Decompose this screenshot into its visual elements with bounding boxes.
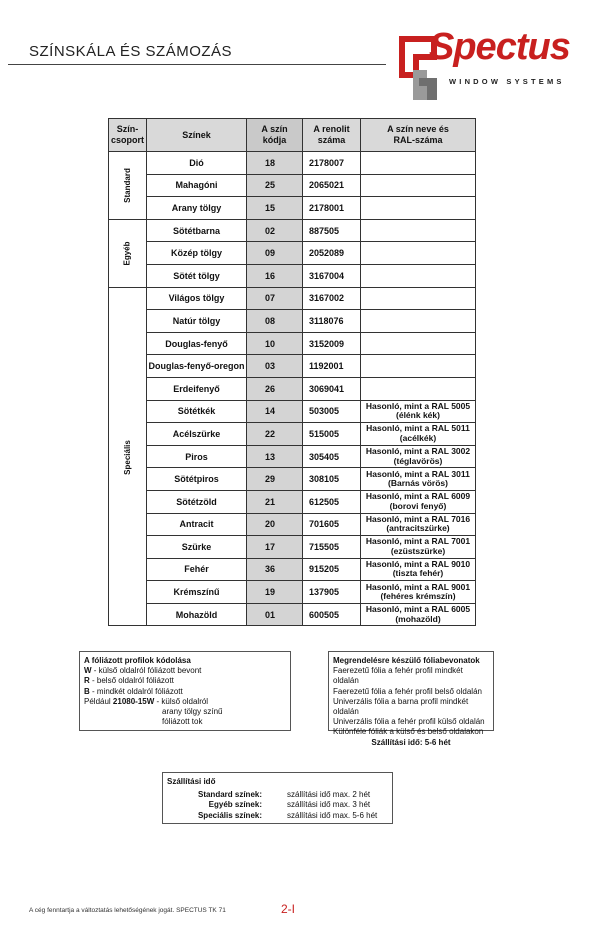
color-code-cell: 18 (247, 152, 303, 175)
order-line: Különféle fóliák a külső és belső oldalakon (333, 727, 484, 737)
ral-cell (361, 310, 476, 333)
color-name-cell: Mohazöld (147, 603, 247, 626)
group-egyeb: Egyéb (109, 219, 147, 287)
color-code-cell: 19 (247, 581, 303, 604)
table-row (109, 377, 476, 400)
color-name-cell: Szürke (147, 536, 247, 559)
page-title: SZÍNSKÁLA ÉS SZÁMOZÁS (29, 43, 233, 60)
header-name: Színek (147, 119, 247, 152)
ral-cell: Hasonló, mint a RAL 9010 (tiszta fehér) (361, 558, 476, 581)
table-row (109, 355, 476, 378)
ral-cell: Hasonló, mint a RAL 3011 (Barnás vörös) (361, 468, 476, 491)
color-name-cell: Arany tölgy (147, 197, 247, 220)
order-films-box (328, 651, 494, 747)
ral-cell: Hasonló, mint a RAL 6005 (mohazöld) (361, 603, 476, 626)
table-row (109, 310, 476, 333)
ral-cell: Hasonló, mint a RAL 5005 (élénk kék) (361, 400, 476, 423)
color-name-cell: Közép tölgy (147, 242, 247, 265)
coding-b-line: B - mindkét oldalról fóliázott (84, 686, 183, 696)
renolit-number-cell: 3118076 (303, 310, 361, 333)
order-title: Megrendelésre készülő fóliabevonatok (333, 656, 480, 665)
renolit-number-cell: 137905 (303, 581, 361, 604)
color-name-cell: Erdeifenyő (147, 377, 247, 400)
logo-brand-text: Spectus (429, 26, 570, 68)
ship-row: Egyéb színek: szállítási idő max. 3 hét (208, 800, 371, 810)
renolit-number-cell: 515005 (303, 423, 361, 446)
table-row (109, 242, 476, 265)
renolit-number-cell: 2052089 (303, 242, 361, 265)
ral-cell (361, 219, 476, 242)
color-code-cell: 14 (247, 400, 303, 423)
header-renolit: A renolit száma (303, 119, 361, 152)
ship-title: Szállítási idő (167, 777, 216, 786)
color-code-cell: 15 (247, 197, 303, 220)
color-name-cell: Sötétbarna (147, 219, 247, 242)
table-row (109, 332, 476, 355)
color-name-cell: Sötétzöld (147, 490, 247, 513)
renolit-number-cell: 600505 (303, 603, 361, 626)
renolit-number-cell: 503005 (303, 400, 361, 423)
table-row (109, 445, 476, 468)
group-specialis: Speciális (109, 287, 147, 626)
table-row (109, 152, 476, 175)
ral-cell (361, 152, 476, 175)
footer-note: A cég fenntartja a változtatás lehetőségének jogát. SPECTUS TK 71 (29, 907, 226, 914)
table-row (109, 513, 476, 536)
table-row (109, 264, 476, 287)
table-row (109, 536, 476, 559)
table-row (109, 174, 476, 197)
header-group: Szín- csoport (109, 119, 147, 152)
coding-r-line: R - belső oldalról fóliázott (84, 676, 174, 686)
profile-coding-box (79, 651, 291, 731)
color-name-cell: Dió (147, 152, 247, 175)
renolit-number-cell: 1192001 (303, 355, 361, 378)
color-code-cell: 16 (247, 264, 303, 287)
renolit-number-cell: 2065021 (303, 174, 361, 197)
color-name-cell: Douglas-fenyő (147, 332, 247, 355)
table-row (109, 287, 476, 310)
renolit-number-cell: 3069041 (303, 377, 361, 400)
renolit-number-cell: 915205 (303, 558, 361, 581)
renolit-number-cell: 3152009 (303, 332, 361, 355)
ral-cell: Hasonló, mint a RAL 7001 (ezüstszürke) (361, 536, 476, 559)
table-row (109, 490, 476, 513)
logo-subtitle: WINDOW SYSTEMS (449, 77, 565, 86)
renolit-number-cell: 308105 (303, 468, 361, 491)
ral-cell (361, 355, 476, 378)
shipping-time-box (162, 772, 393, 824)
color-table (108, 118, 476, 626)
color-name-cell: Natúr tölgy (147, 310, 247, 333)
table-row (109, 423, 476, 446)
color-name-cell: Mahagóni (147, 174, 247, 197)
ral-cell: Hasonló, mint a RAL 9001 (fehéres krémszín) (361, 581, 476, 604)
color-name-cell: Sötétpiros (147, 468, 247, 491)
color-code-cell: 02 (247, 219, 303, 242)
order-line: Univerzális fólia a barna profil mindkét oldalán (333, 696, 469, 717)
renolit-number-cell: 701605 (303, 513, 361, 536)
coding-title: A fóliázott profilok kódolása (84, 656, 191, 665)
color-code-cell: 36 (247, 558, 303, 581)
title-divider (8, 64, 386, 65)
ral-cell: Hasonló, mint a RAL 3002 (téglavörös) (361, 445, 476, 468)
renolit-number-cell: 3167004 (303, 264, 361, 287)
color-code-cell: 20 (247, 513, 303, 536)
color-code-cell: 08 (247, 310, 303, 333)
color-code-cell: 26 (247, 377, 303, 400)
table-row (109, 603, 476, 626)
color-code-cell: 21 (247, 490, 303, 513)
renolit-number-cell: 305405 (303, 445, 361, 468)
color-code-cell: 13 (247, 445, 303, 468)
order-delivery: Szállítási idő: 5-6 hét (371, 737, 451, 747)
color-code-cell: 25 (247, 174, 303, 197)
ral-cell (361, 287, 476, 310)
color-code-cell: 09 (247, 242, 303, 265)
color-code-cell: 10 (247, 332, 303, 355)
color-name-cell: Világos tölgy (147, 287, 247, 310)
ral-cell: Hasonló, mint a RAL 5011 (acélkék) (361, 423, 476, 446)
color-code-cell: 03 (247, 355, 303, 378)
color-name-cell: Douglas-fenyő-oregon (147, 355, 247, 378)
renolit-number-cell: 887505 (303, 219, 361, 242)
coding-example-line: Például 21080-15W - külső oldalról (84, 696, 209, 706)
ral-cell: Hasonló, mint a RAL 7016 (antracitszürke) (361, 513, 476, 536)
color-code-cell: 22 (247, 423, 303, 446)
ral-cell (361, 242, 476, 265)
header-ral: A szín neve és RAL-száma (361, 119, 476, 152)
coding-example-line2: arany tölgy színű (162, 707, 223, 717)
renolit-number-cell: 715505 (303, 536, 361, 559)
renolit-number-cell: 3167002 (303, 287, 361, 310)
ral-cell (361, 197, 476, 220)
color-name-cell: Acélszürke (147, 423, 247, 446)
page-number: 2-I (281, 902, 296, 916)
table-row (109, 400, 476, 423)
header-code: A szín kódja (247, 119, 303, 152)
table-row (109, 558, 476, 581)
ral-cell (361, 264, 476, 287)
coding-w-line: W - külső oldalról fóliázott bevont (84, 666, 202, 676)
color-code-cell: 07 (247, 287, 303, 310)
color-code-cell: 29 (247, 468, 303, 491)
color-name-cell: Krémszínű (147, 581, 247, 604)
color-name-cell: Piros (147, 445, 247, 468)
group-standard: Standard (109, 152, 147, 220)
ship-row: Standard színek: szállítási idő max. 2 hét (197, 790, 371, 800)
table-header-row (109, 119, 476, 152)
color-name-cell: Fehér (147, 558, 247, 581)
ral-cell: Hasonló, mint a RAL 6009 (borovi fenyő) (361, 490, 476, 513)
ship-row: Speciális színek: szállítási idő max. 5-6 hét (197, 810, 378, 820)
table-row (109, 197, 476, 220)
renolit-number-cell: 2178007 (303, 152, 361, 175)
ral-cell (361, 332, 476, 355)
spectus-logo (397, 26, 589, 104)
coding-example-line3: fóliázott tok (162, 717, 203, 727)
table-row (109, 219, 476, 242)
order-line: Faerezetű fólia a fehér profil mindkét oldalán (333, 666, 463, 686)
table-row (109, 468, 476, 491)
ral-cell (361, 174, 476, 197)
table-row (109, 581, 476, 604)
color-name-cell: Antracit (147, 513, 247, 536)
color-code-cell: 17 (247, 536, 303, 559)
order-line: Faerezetű fólia a fehér profil belső oldalán (333, 686, 482, 696)
color-name-cell: Sötét tölgy (147, 264, 247, 287)
color-name-cell: Sötétkék (147, 400, 247, 423)
ral-cell (361, 377, 476, 400)
color-code-cell: 01 (247, 603, 303, 626)
renolit-number-cell: 612505 (303, 490, 361, 513)
renolit-number-cell: 2178001 (303, 197, 361, 220)
order-line: Univerzális fólia a fehér profil külső oldalán (333, 717, 485, 727)
